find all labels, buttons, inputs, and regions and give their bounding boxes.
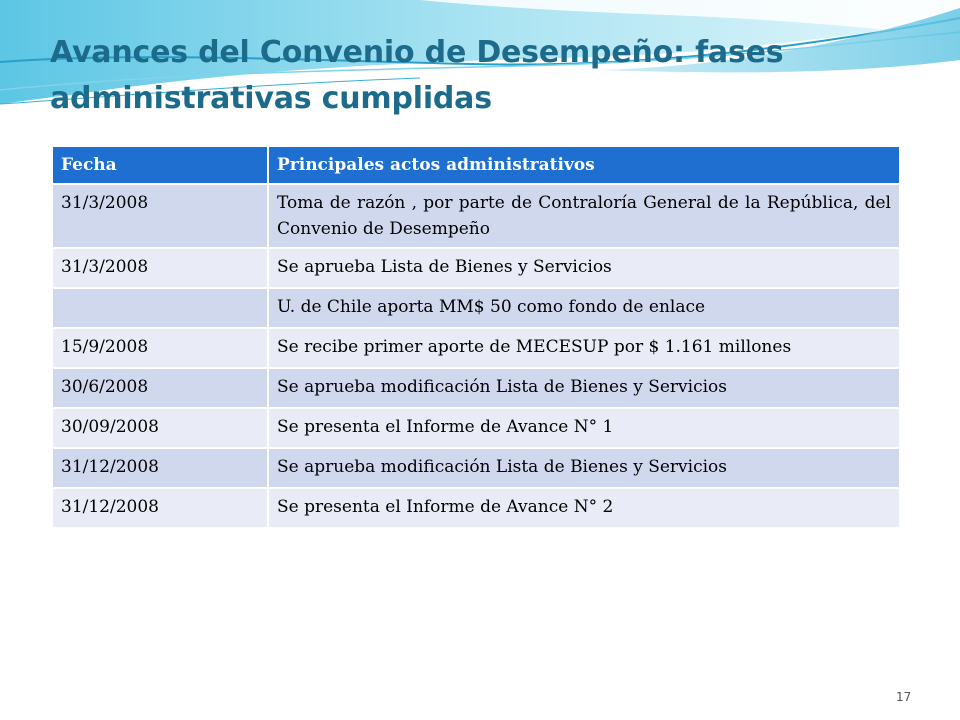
table-row: [53, 408, 900, 448]
table-header-row: [53, 147, 900, 184]
slide-title: Avances del Convenio de Desempeño: fases administrativas cumplidas: [50, 35, 784, 116]
row-date: 31/3/2008: [53, 248, 268, 288]
table-row: [53, 288, 900, 328]
table-row: [53, 248, 900, 288]
header-fecha: Fecha: [53, 147, 268, 184]
row-act: Se presenta el Informe de Avance N° 2: [268, 488, 900, 528]
row-act: Se presenta el Informe de Avance N° 1: [268, 408, 900, 448]
row-act: Se aprueba modificación Lista de Bienes y Servicios: [268, 448, 900, 488]
row-date: 30/6/2008: [53, 368, 268, 408]
page-number: 17: [896, 690, 912, 704]
row-act: Toma de razón , por parte de Contraloría General de la República, del Convenio de Desempeño: [268, 184, 900, 248]
row-date: 15/9/2008: [53, 328, 268, 368]
row-date: 31/12/2008: [53, 448, 268, 488]
header-actos: Principales actos administrativos: [268, 147, 900, 184]
table-row: [53, 184, 900, 248]
row-date: 31/12/2008: [53, 488, 268, 528]
row-act: Se recibe primer aporte de MECESUP por $ 1.161 millones: [268, 328, 900, 368]
table-row: [53, 328, 900, 368]
administrative-acts-table: [53, 147, 901, 529]
row-act: Se aprueba Lista de Bienes y Servicios: [268, 248, 900, 288]
row-date: [53, 288, 268, 328]
row-date: 31/3/2008: [53, 184, 268, 248]
row-act: Se aprueba modificación Lista de Bienes y Servicios: [268, 368, 900, 408]
table-row: [53, 488, 900, 528]
row-act: U. de Chile aporta MM$ 50 como fondo de enlace: [268, 288, 900, 328]
table-row: [53, 448, 900, 488]
row-date: 30/09/2008: [53, 408, 268, 448]
table-row: [53, 368, 900, 408]
